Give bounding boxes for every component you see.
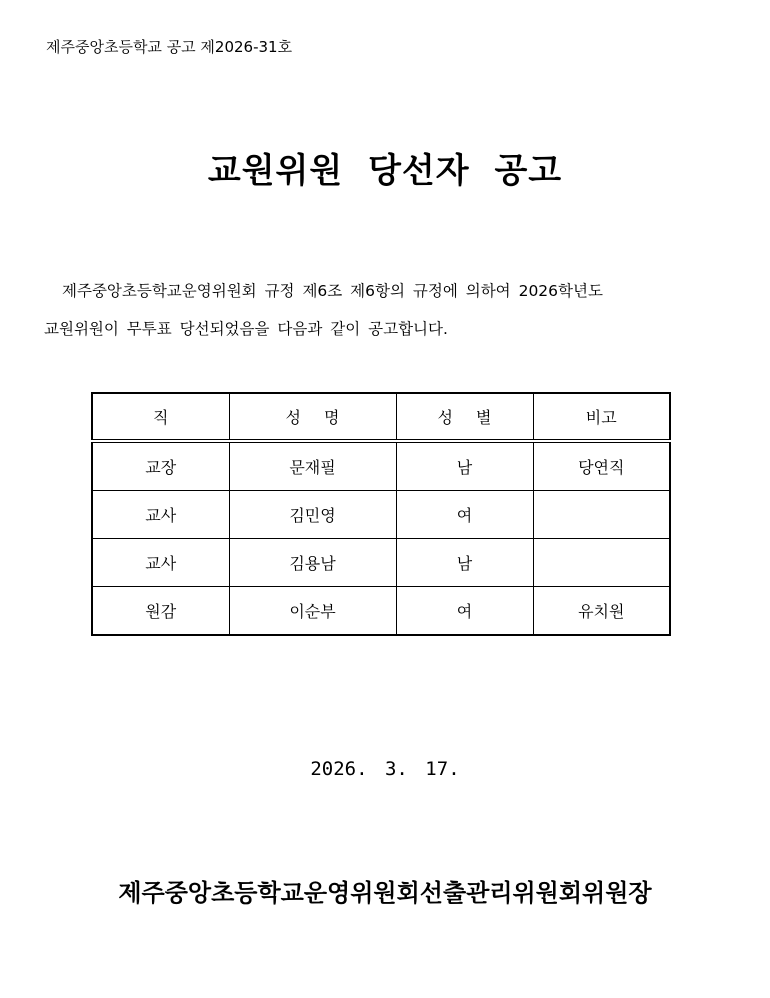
table-row [92, 441, 670, 491]
cell-gender: 남 [396, 441, 533, 491]
cell-position: 교장 [92, 441, 229, 491]
cell-remarks: 유치원 [533, 587, 670, 636]
document-title: 교원위원 당선자 공고 [207, 151, 563, 191]
elected-members-table [91, 392, 671, 636]
cell-remarks: 당연직 [533, 441, 670, 491]
cell-position: 교사 [92, 539, 229, 587]
cell-remarks [533, 539, 670, 587]
table-row [92, 539, 670, 587]
cell-gender: 남 [396, 539, 533, 587]
cell-name: 김용남 [229, 539, 396, 587]
table-header-row [92, 393, 670, 441]
issue-date: 2026. 3. 17. [310, 758, 460, 780]
header-position: 직 [92, 393, 229, 441]
cell-remarks [533, 491, 670, 539]
issuer-signature: 제주중앙초등학교운영위원회선출관리위원회위원장 [118, 879, 652, 907]
cell-name: 문재필 [229, 441, 396, 491]
cell-name: 김민영 [229, 491, 396, 539]
cell-gender: 여 [396, 491, 533, 539]
announcement-body [44, 272, 734, 348]
header-name: 성 명 [229, 393, 396, 441]
header-gender: 성 별 [396, 393, 533, 441]
body-line-1: 제주중앙초등학교운영위원회 규정 제6조 제6항의 규정에 의하여 2026학년도 [62, 282, 603, 300]
body-line-2: 교원위원이 무투표 당선되었음을 다음과 같이 공고합니다. [44, 320, 448, 338]
cell-position: 원감 [92, 587, 229, 636]
cell-position: 교사 [92, 491, 229, 539]
header-remarks: 비고 [533, 393, 670, 441]
cell-name: 이순부 [229, 587, 396, 636]
cell-gender: 여 [396, 587, 533, 636]
notice-number: 제주중앙초등학교 공고 제2026-31호 [46, 38, 293, 56]
table-row [92, 587, 670, 636]
table-row [92, 491, 670, 539]
